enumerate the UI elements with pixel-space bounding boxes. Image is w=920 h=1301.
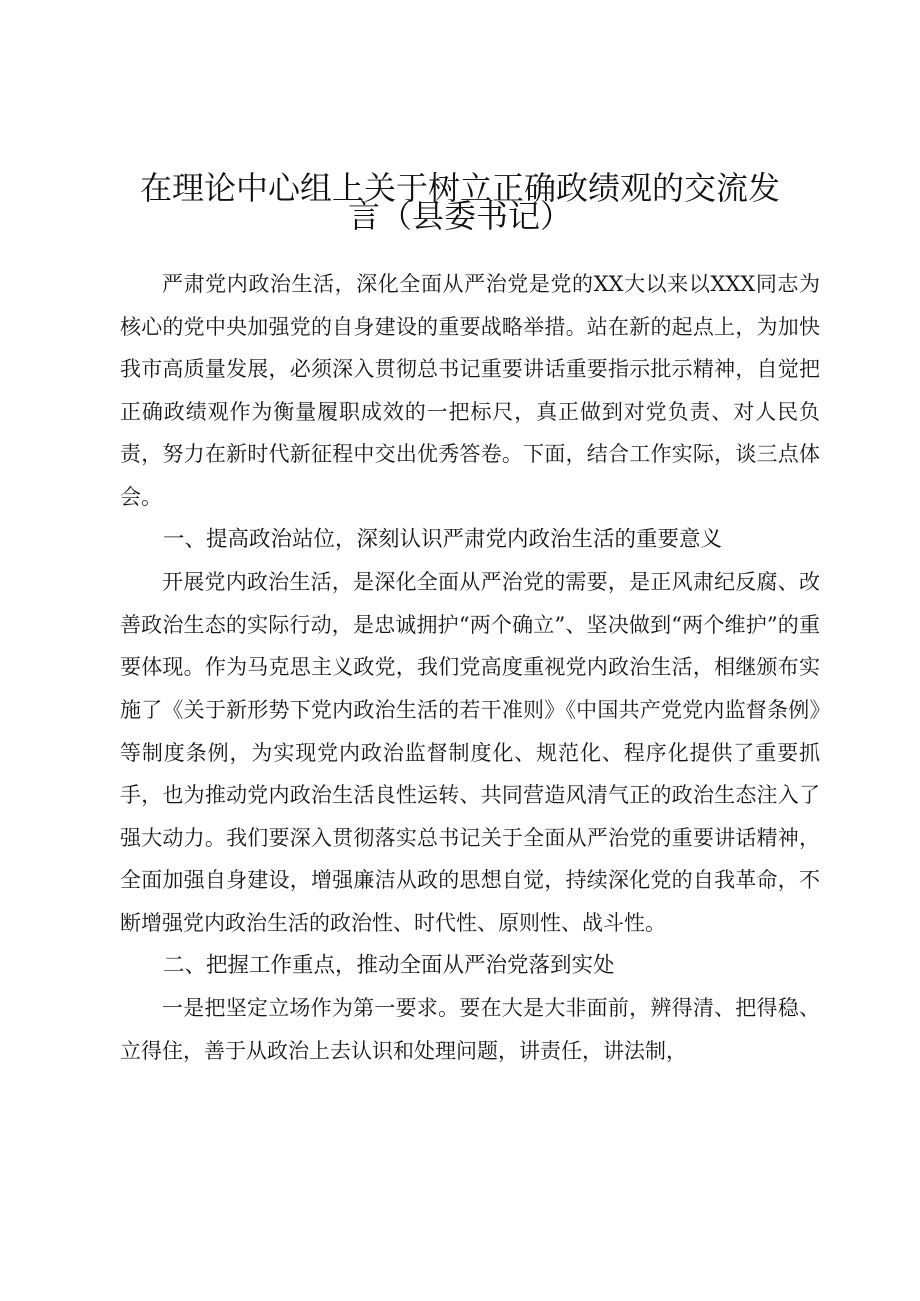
section-2-heading: 二、把握工作重点，推动全面从严治党落到实处 xyxy=(163,952,615,978)
section-1-paragraph: 开展党内政治生活，是深化全面从严治党的需要，是正风肃纪反腐、改善政治生态的实际行动，是忠诚拥护“两个确立”、坚决做到“两个维护”的重要体现。作为马克思主义政党，我们党高度重视党内政治生活，相继颁布实施了《关于新形势下党内政治生活的若干准则》《中国共产党党内监督条例》等制度条例，为实现党内政治监督制度化、规范化、程序化提供了重要抓手，也为推动党内政治生活良性运转、共同营造风清气正的政治生态注入了强大动力。我们要深入贯彻落实总书记关于全面从严治党的重要讲话精神，全面加强自身建设，增强廉洁从政的思想自觉，持续深化党的自我革命，不断增强党内政治生活的政治性、时代性、原则性、战斗性。 xyxy=(120,570,820,935)
document-body xyxy=(120,263,820,1072)
document-title-line-1: 在理论中心组上关于树立正确政绩观的交流发 xyxy=(139,169,780,207)
intro-paragraph: 严肃党内政治生活，深化全面从严治党是党的XX大以来以XXX同志为核心的党中央加强党的自身建设的重要战略举措。站在新的起点上，为加快我市高质量发展，必须深入贯彻总书记重要讲话重要指示批示精神，自觉把正确政绩观作为衡量履职成效的一把标尺，真正做到对党负责、对人民负责，努力在新时代新征程中交出优秀答卷。下面，结合工作实际，谈三点体会。 xyxy=(120,272,820,509)
section-2-paragraph: 一是把坚定立场作为第一要求。要在大是大非面前，辨得清、把得稳、立得住，善于从政治上去认识和处理问题，讲责任，讲法制， xyxy=(120,996,820,1063)
section-1-heading: 一、提高政治站位，深刻认识严肃党内政治生活的重要意义 xyxy=(163,526,723,552)
document-title-line-2: 言（县委书记） xyxy=(347,197,572,235)
